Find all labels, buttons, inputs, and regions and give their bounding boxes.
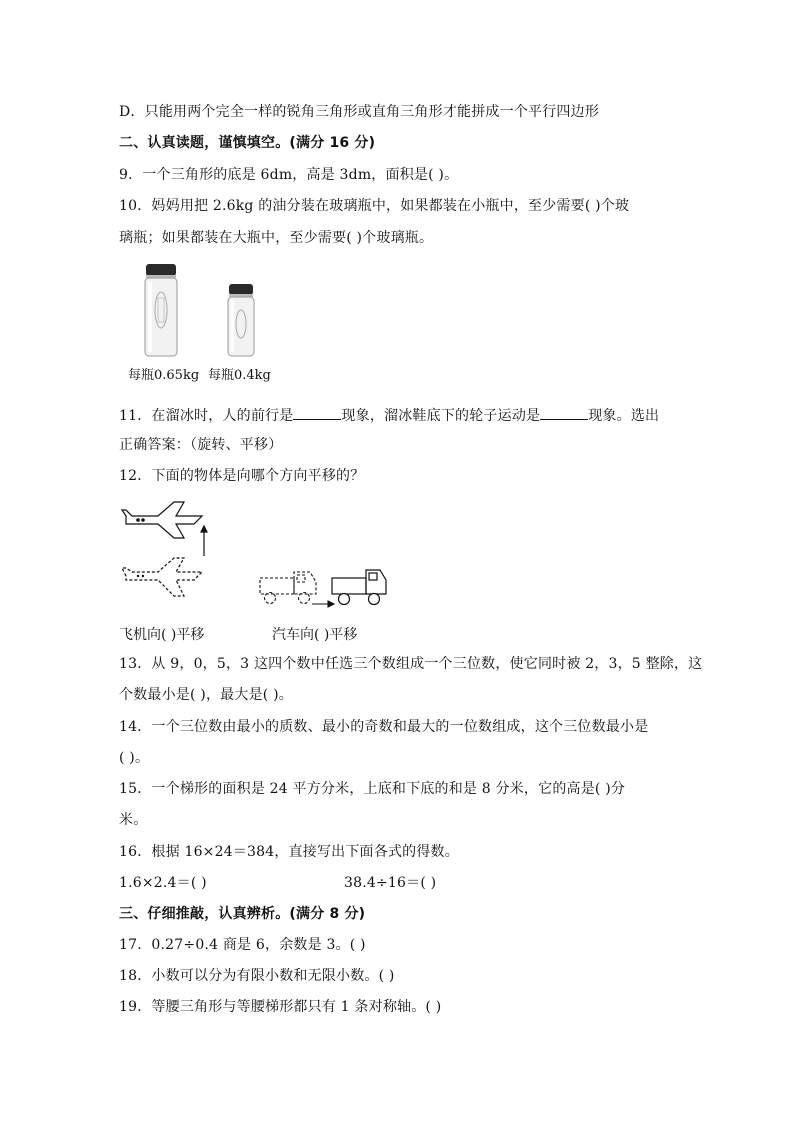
question-15-line2: 米。 xyxy=(119,812,148,828)
q11-part1: 11．在溜冰时，人的前行是 xyxy=(119,408,294,424)
up-arrow-icon xyxy=(201,526,207,556)
question-18: 18．小数可以分为有限小数和无限小数。( ) xyxy=(119,968,395,984)
right-arrow-icon xyxy=(312,601,334,607)
question-16-b: 38.4÷16＝( ) xyxy=(344,875,437,891)
small-bottle-icon xyxy=(228,284,254,356)
q11-blank-2[interactable] xyxy=(540,405,588,420)
question-17: 17．0.27÷0.4 商是 6，余数是 3。( ) xyxy=(119,937,366,953)
plane-caption: 飞机向( )平移 xyxy=(119,627,205,643)
truck-solid-icon xyxy=(332,570,386,605)
plane-translation-figure xyxy=(118,496,218,608)
q11-blank-1[interactable] xyxy=(293,405,341,420)
truck-dashed-icon xyxy=(260,572,316,604)
section-2-heading: 二、认真读题，谨慎填空。(满分 16 分) xyxy=(119,135,376,151)
truck-translation-figure xyxy=(256,566,390,610)
section-3-heading: 三、仔细推敲，认真辨析。(满分 8 分) xyxy=(119,906,366,922)
question-13-line2: 个数最小是( )，最大是( )。 xyxy=(119,687,293,703)
question-12: 12．下面的物体是向哪个方向平移的？ xyxy=(119,468,365,484)
question-11-line2: 正确答案：（旋转、平移） xyxy=(119,437,283,453)
small-bottle-caption: 每瓶0.4kg xyxy=(208,368,271,383)
question-15-line1: 15．一个梯形的面积是 24 平方分米，上底和下底的和是 8 分米，它的高是( )分 xyxy=(119,781,626,797)
plane-dashed-icon xyxy=(122,558,202,596)
bottles-figure xyxy=(138,262,278,362)
question-11-line1 xyxy=(119,405,659,425)
question-14-line2: ( )。 xyxy=(119,750,150,766)
question-16-a: 1.6×2.4＝( ) xyxy=(119,875,207,891)
q11-part2: 现象，溜冰鞋底下的轮子运动是 xyxy=(341,408,541,424)
question-10-line2: 璃瓶；如果都装在大瓶中，至少需要( )个玻璃瓶。 xyxy=(119,230,434,246)
option-d-text: D．只能用两个完全一样的锐角三角形或直角三角形才能拼成一个平行四边形 xyxy=(119,104,600,120)
large-bottle-icon xyxy=(145,264,177,356)
question-9: 9．一个三角形的底是 6dm，高是 3dm，面积是( )。 xyxy=(119,167,459,183)
plane-solid-icon xyxy=(122,502,202,538)
question-13-line1: 13．从 9，0，5，3 这四个数中任选三个数组成一个三位数，使它同时被 2，3，5 整除，这 xyxy=(119,656,703,672)
question-14-line1: 14．一个三位数由最小的质数、最小的奇数和最大的一位数组成，这个三位数最小是 xyxy=(119,719,649,735)
question-16: 16．根据 16×24＝384，直接写出下面各式的得数。 xyxy=(119,844,459,860)
car-caption: 汽车向( )平移 xyxy=(272,627,358,643)
question-19: 19．等腰三角形与等腰梯形都只有 1 条对称轴。( ) xyxy=(119,999,442,1015)
large-bottle-caption: 每瓶0.65kg xyxy=(128,368,200,383)
question-10-line1: 10．妈妈用把 2.6kg 的油分装在玻璃瓶中，如果都装在小瓶中，至少需要( )个玻 xyxy=(119,198,630,214)
q11-part3: 现象。选出 xyxy=(588,408,660,424)
